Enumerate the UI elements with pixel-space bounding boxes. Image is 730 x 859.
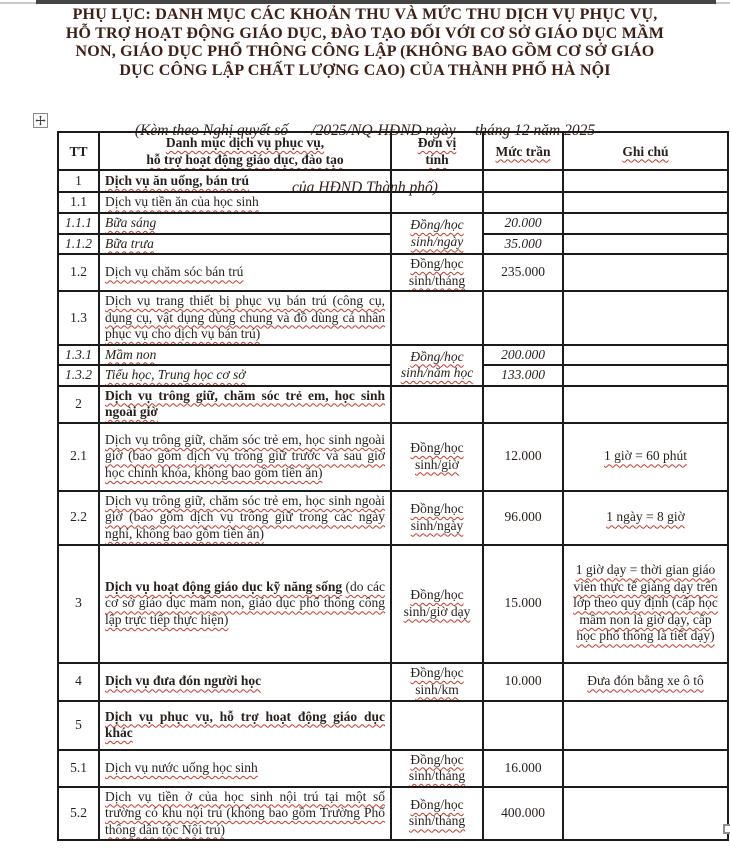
title-line: DỤC CÔNG LẬP CHẤT LƯỢNG CAO) CỦA THÀNH PHỐ HÀ NỘI <box>119 61 611 79</box>
header-note[interactable] <box>563 132 728 170</box>
table-row <box>58 663 728 701</box>
table-row <box>58 545 728 663</box>
fee-table-body <box>58 170 728 840</box>
row-number-cell[interactable] <box>58 787 99 841</box>
price-cell[interactable] <box>483 701 563 750</box>
cell-text: 16.000 <box>504 759 542 775</box>
service-name-cell[interactable] <box>99 545 391 663</box>
header-text: Mức trần <box>495 143 551 159</box>
note-cell[interactable] <box>563 386 728 423</box>
note-cell[interactable] <box>563 365 728 386</box>
price-cell[interactable] <box>483 545 563 663</box>
note-cell[interactable] <box>563 423 728 491</box>
table-header-row <box>58 132 728 170</box>
cell-text: 1.1 <box>70 194 87 210</box>
row-number-cell[interactable] <box>58 170 99 192</box>
cell-text: 133.000 <box>501 367 545 382</box>
cell-text: Đồng/học sinh/tháng <box>408 751 466 783</box>
table-row <box>58 423 728 491</box>
cell-text: 3 <box>75 595 82 611</box>
header-text: tính <box>425 152 449 167</box>
price-cell[interactable] <box>483 663 563 701</box>
move-arrows-icon <box>35 115 46 126</box>
note-cell[interactable] <box>563 291 728 345</box>
cell-text: 400.000 <box>501 805 545 820</box>
service-name-cell[interactable] <box>99 423 391 491</box>
row-number-cell[interactable] <box>58 491 99 545</box>
unit-cell[interactable] <box>391 345 483 386</box>
table-row <box>58 787 728 841</box>
service-name-cell[interactable] <box>99 663 391 701</box>
price-cell[interactable] <box>483 386 563 423</box>
row-number-cell[interactable] <box>58 365 99 386</box>
cell-text: Dịch vụ đưa đón người học <box>105 673 262 689</box>
cell-text: Tiểu học, Trung học cơ sở <box>105 367 246 382</box>
service-name-cell[interactable] <box>99 254 391 291</box>
cell-text: 200.000 <box>501 346 545 362</box>
price-cell[interactable] <box>483 234 563 255</box>
service-name-cell[interactable] <box>99 170 391 192</box>
cell-text: Đồng/học sinh/giờ dạy <box>403 587 471 619</box>
cell-text: Dịch vụ trang thiết bị phục vụ bán trú (công cụ, dụng cụ, vật dụng dùng chung và đồ dùng cá nhân phục vụ cho dịch vụ bán trú) <box>105 293 385 341</box>
service-name-cell[interactable] <box>99 386 391 423</box>
title-line: HỖ TRỢ HOẠT ĐỘNG GIÁO DỤC, ĐÀO TẠO ĐỐI VỚI CƠ SỞ GIÁO DỤC MẦM <box>65 24 665 42</box>
cell-text: 1.3 <box>70 309 87 325</box>
service-name-cell[interactable] <box>99 365 391 386</box>
unit-cell[interactable] <box>391 701 483 750</box>
cell-text: Đồng/học sinh/tháng <box>408 256 466 288</box>
header-text: Danh mục dịch vụ phục vụ, <box>165 135 325 150</box>
header-price-cap[interactable] <box>483 132 563 170</box>
cell-text: Đồng/học sinh/km <box>410 665 464 697</box>
table-row <box>58 750 728 787</box>
cell-text: 15.000 <box>504 595 542 611</box>
cell-text: 1 giờ dạy = thời gian giáo viên thực tế giảng dạy trên lớp theo quy định (cấp học mầm non là giờ dạy, cấp học phổ thông là tiết dạy) <box>573 562 718 644</box>
fee-table <box>57 131 729 841</box>
row-number-cell[interactable] <box>58 254 99 291</box>
row-number-cell[interactable] <box>58 234 99 255</box>
row-number-cell[interactable] <box>58 192 99 213</box>
cell-text: 2.2 <box>70 509 87 525</box>
table-row <box>58 213 728 234</box>
unit-cell[interactable] <box>391 213 483 254</box>
header-text: TT <box>69 143 88 159</box>
table-move-handle[interactable] <box>33 113 48 128</box>
unit-cell[interactable] <box>391 491 483 545</box>
unit-cell[interactable] <box>391 386 483 423</box>
cell-text: 1 <box>75 172 82 188</box>
cell-text: 5.1 <box>70 759 87 775</box>
unit-cell[interactable] <box>391 192 483 213</box>
cell-text: 35.000 <box>504 235 542 251</box>
cell-text: Bữa sáng <box>105 215 157 230</box>
note-cell[interactable] <box>563 254 728 291</box>
price-cell[interactable] <box>483 345 563 366</box>
cell-text: Dịch vụ trông giữ, chăm sóc trẻ em, học sinh ngoài giờ (bao gồm dịch vụ trông giữ trước và sau giờ học chính khóa, không bao gồm tiền ăn) <box>105 431 385 480</box>
table-row <box>58 291 728 345</box>
cell-text: 1.2 <box>70 264 87 280</box>
service-name-cell[interactable] <box>99 787 391 841</box>
cell-text: Đồng/học sinh/giờ <box>410 440 464 472</box>
service-name-cell[interactable] <box>99 701 391 750</box>
note-cell[interactable] <box>563 345 728 366</box>
price-cell[interactable] <box>483 291 563 345</box>
cell-text: Đưa đón bằng xe ô tô <box>587 673 704 689</box>
cell-text: Dịch vụ ăn uống, bán trú <box>105 172 250 188</box>
unit-cell[interactable] <box>391 750 483 787</box>
table-resize-handle[interactable] <box>723 824 730 834</box>
row-number-cell[interactable] <box>58 701 99 750</box>
header-text: Đơn vị <box>417 135 457 150</box>
cell-text: 1.1.2 <box>65 235 92 251</box>
unit-cell[interactable] <box>391 545 483 663</box>
unit-cell[interactable] <box>391 170 483 192</box>
service-name-cell[interactable] <box>99 234 391 255</box>
cell-text: (do các cơ sở giáo dục mầm non, giáo dục phổ thông công lập trực tiếp thực hiện) <box>105 578 385 627</box>
cell-text: 20.000 <box>504 215 542 230</box>
note-cell[interactable] <box>563 170 728 192</box>
note-cell[interactable] <box>563 787 728 841</box>
row-number-cell[interactable] <box>58 750 99 787</box>
header-text: hỗ trợ hoạt động giáo dục, đào tạo <box>146 152 344 167</box>
row-number-cell[interactable] <box>58 545 99 663</box>
title-line: PHỤ LỤC: DANH MỤC CÁC KHOẢN THU VÀ MỨC THU DỊCH VỤ PHỤC VỤ, <box>72 6 658 23</box>
cell-text: 1.3.1 <box>65 346 92 362</box>
cell-text: 1 giờ = 60 phút <box>603 448 687 464</box>
cell-text: Đồng/học sinh/ngày <box>410 217 464 249</box>
cell-text: Bữa trưa <box>105 235 154 251</box>
cell-text: Đồng/học sinh/năm học <box>400 348 474 380</box>
table-row <box>58 345 728 366</box>
unit-cell[interactable] <box>391 291 483 345</box>
note-cell[interactable] <box>563 213 728 234</box>
price-cell[interactable] <box>483 254 563 291</box>
row-number-cell[interactable] <box>58 291 99 345</box>
cell-text: 1.3.2 <box>65 367 92 382</box>
service-name-cell[interactable] <box>99 291 391 345</box>
service-name-cell[interactable] <box>99 213 391 234</box>
note-cell[interactable] <box>563 701 728 750</box>
cell-text: 10.000 <box>504 673 542 689</box>
price-cell[interactable] <box>483 365 563 386</box>
price-cell[interactable] <box>483 170 563 192</box>
note-cell[interactable] <box>563 234 728 255</box>
service-name-cell[interactable] <box>99 750 391 787</box>
cell-text: Dịch vụ chăm sóc bán trú <box>105 264 244 280</box>
cell-text: Dịch vụ tiền ở của học sinh nội trú tại một số trường có khu nội trú (không bao gồm Trường Phổ thông dân tộc Nội trú) <box>105 788 385 837</box>
cell-text: 4 <box>75 673 82 689</box>
cell-text: Đồng/học sinh/tháng <box>408 796 466 829</box>
header-service-name[interactable] <box>99 132 391 170</box>
table-row <box>58 170 728 192</box>
cell-text: Dịch vụ trông giữ, chăm sóc trẻ em, học sinh ngoài giờ <box>105 387 385 419</box>
table-row <box>58 254 728 291</box>
note-cell[interactable] <box>563 545 728 663</box>
note-cell[interactable] <box>563 750 728 787</box>
cell-text: 12.000 <box>504 448 542 464</box>
unit-cell[interactable] <box>391 787 483 841</box>
cell-text: 2 <box>75 395 82 411</box>
cell-text: Dịch vụ nước uống học sinh <box>105 759 258 775</box>
price-cell[interactable] <box>483 423 563 491</box>
subtitle-line: (Kèm theo Nghị quyết số /2025/NQ-HĐND ngày tháng 12 năm 2025 <box>134 122 596 139</box>
cell-text: Đồng/học sinh/ngày <box>410 501 464 533</box>
title-line: NON, GIÁO DỤC PHỔ THÔNG CÔNG LẬP (KHÔNG BAO GỒM CƠ SỞ GIÁO <box>75 43 655 60</box>
unit-cell[interactable] <box>391 663 483 701</box>
unit-cell[interactable] <box>391 254 483 291</box>
row-number-cell[interactable] <box>58 213 99 234</box>
subtitle-line: của HĐND Thành phố) <box>292 179 438 196</box>
price-cell[interactable] <box>483 491 563 545</box>
cell-text: Mầm non <box>105 346 157 362</box>
note-cell[interactable] <box>563 192 728 213</box>
header-text: Ghi chú <box>622 143 669 159</box>
cell-text: 5 <box>75 716 82 732</box>
document-title[interactable] <box>20 6 710 80</box>
table-row <box>58 701 728 750</box>
cell-text: Dịch vụ trông giữ, chăm sóc trẻ em, học sinh ngoài giờ (bao gồm dịch vụ trông giữ trong các ngày nghỉ, không bao gồm tiền ăn) <box>105 492 385 541</box>
cell-text: 2.1 <box>70 448 87 464</box>
service-name-cell[interactable] <box>99 345 391 366</box>
note-cell[interactable] <box>563 663 728 701</box>
cell-text: 96.000 <box>504 509 542 525</box>
cell-text: Dịch vụ tiền ăn của học sinh <box>105 194 259 210</box>
table-row <box>58 386 728 423</box>
price-cell[interactable] <box>483 787 563 841</box>
price-cell[interactable] <box>483 192 563 213</box>
unit-cell[interactable] <box>391 423 483 491</box>
price-cell[interactable] <box>483 750 563 787</box>
row-number-cell[interactable] <box>58 345 99 366</box>
price-cell[interactable] <box>483 213 563 234</box>
cell-text: 235.000 <box>501 264 545 280</box>
cell-text: Dịch vụ phục vụ, hỗ trợ hoạt động giáo dục khác <box>105 708 385 740</box>
table-row <box>58 491 728 545</box>
service-name-cell[interactable] <box>99 192 391 213</box>
row-number-cell[interactable] <box>58 386 99 423</box>
table-row <box>58 192 728 213</box>
cell-text: 1.1.1 <box>65 215 92 230</box>
row-number-cell[interactable] <box>58 663 99 701</box>
header-tt[interactable] <box>58 132 99 170</box>
cell-text: 5.2 <box>70 805 87 820</box>
service-name-cell[interactable] <box>99 491 391 545</box>
cell-text: Dịch vụ hoạt động giáo dục kỹ năng sống <box>105 578 343 594</box>
row-number-cell[interactable] <box>58 423 99 491</box>
page-edge-line-dark <box>36 0 716 4</box>
cell-text: 1 ngày = 8 giờ <box>606 509 685 525</box>
header-unit[interactable] <box>391 132 483 170</box>
note-cell[interactable] <box>563 491 728 545</box>
